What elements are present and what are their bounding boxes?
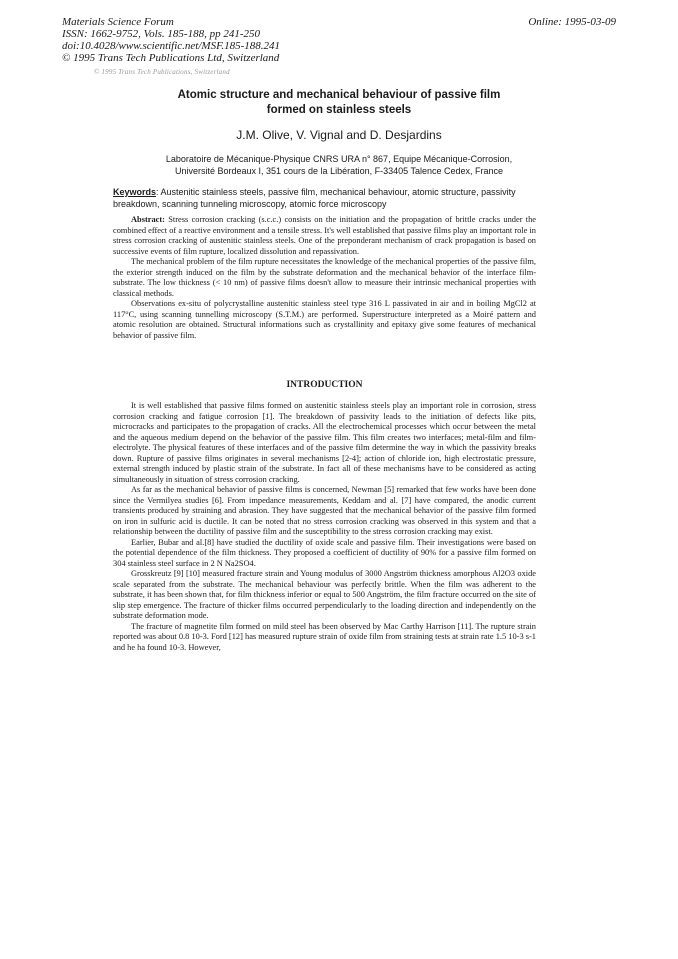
introduction <box>113 401 536 653</box>
issn-line: ISSN: 1662-9752, Vols. 185-188, pp 241-250 <box>62 28 260 40</box>
abstract-paragraph-3: Observations ex-situ of polycrystalline austenitic stainless steel type 316 L passivated in air and in boiling MgCl2 at 117°C, using scanning tunnelling microscopy (S.T.M.) are performed. Superstructure interpreted as a Moiré pattern and atomic resolution are obtained. Structural informations such as crystallinity and epitaxy give some features of mechanical behavior of passive film. <box>113 299 536 340</box>
online-date: Online: 1995-03-09 <box>528 16 616 28</box>
abstract-paragraph-1: Abstract: Stress corrosion cracking (s.c.c.) consists on the initiation and the propagation of brittle cracks under the combined effect of a reactive environment and a tensile stress. It's well established that passive films play an important role in stress corrosion cracking of austenitic stainless steels. One of the preponderant mechanism of crack propagation is based on successive events of film rupture, localized dissolution and repassivation. <box>113 215 537 256</box>
intro-paragraph-3: Earlier, Bubar and al.[8] have studied the ductility of oxide scale and passive film. Their investigations were based on the potential dependence of the film thickness. They proposed a coefficient of ductility of 90% for a passive film formed on 304 stainless steel surface in 2 N Na2SO4. <box>113 537 536 568</box>
doi-line: doi:10.4028/www.scientific.net/MSF.185-188.241 <box>62 40 281 52</box>
title-line-2: formed on stainless steels <box>266 104 412 116</box>
affiliation-line-2: Université Bordeaux I, 351 cours de la Libération, F-33405 Talence Cedex, France <box>174 166 504 176</box>
title-line-1: Atomic structure and mechanical behaviour of passive film <box>177 89 501 101</box>
copyright-line: © 1995 Trans Tech Publications Ltd, Switzerland <box>62 52 280 64</box>
affiliation <box>80 153 598 177</box>
intro-paragraph-5: The fracture of magnetite film formed on mild steel has been observed by Mac Carthy Harrison [11]. The rupture strain reported was about 0.8 10-3. Ford [12] has measured rupture strain of oxide film from straining tests at strain rate 1.5 10-3 s-1 and he ha found 10-3. However, <box>113 621 536 652</box>
authors: J.M. Olive, V. Vignal and D. Desjardins <box>236 128 442 142</box>
intro-paragraph-4: Grosskreutz [9] [10] measured fracture strain and Young modulus of 3000 Angström thickness amorphous Al2O3 oxide scale separated from the substrate. The mechanical behaviour was perfectly brittle. When the film was adherent to the substrate, it has been shown that, for film thickness inferior or equal to 500 Angström, the film fracture occurred on the site of slip step emergence. The fracture of thicker films occurred perpendicularly to the loading direction and independently on the substrate deformation mode. <box>113 569 536 620</box>
abstract-paragraph-2: The mechanical problem of the film rupture necessitates the knowledge of the mechanical properties of the passive film, the exterior strength induced on the film by the substrate deformation and the mechanical behavior of the interface film-substrate. The low thickness (< 10 nm) of passive films doesn't allow to measure their intrinsic mechanical properties with classical methods. <box>113 257 536 298</box>
journal-header <box>62 16 616 64</box>
intro-paragraph-1: It is well established that passive films formed on austenitic stainless steels play an important role in corrosion, stress corrosion cracking and fatigue corrosion [1]. The breakdown of passivity leads to the initiation of defects like pits, microcracks and participates to the propagation of cracks. All the electrochemical processes which occur between the metal and the aqueous medium depend on the behavior of the passive film. This film creates two interfaces; metal-film and film-electrolyte. The physical features of these interfaces and of the passive film determine the way in which the passivity breaks down. Rupture of passive films originates in several mechanisms [2-4]; action of chloride ion, high electrostatic pressure, external strength induced by plastic strain of the substrate. In fact all of these mechanisms have to be considered as acting simultaneously in situation of stress corrosion cracking. <box>113 401 536 484</box>
abstract <box>113 215 536 341</box>
intro-paragraph-2: As far as the mechanical behavior of passive films is concerned, Newman [5] remarked that few works have been done since the Vermilyea studies [6]. From impedance measurements, Keddam and al. [7] have compared, the anodic current transients produced by straining and abrasion. They have suggested that the mechanical behavior of the passive film formed on iron in sulfuric acid is ductile. It can be noted that no stress corrosion cracking was observed in this system and that a relationship between the ductility of passive film and the susceptibility to the stress corrosion cracking may exist. <box>113 485 536 536</box>
affiliation-line-1: Laboratoire de Mécanique-Physique CNRS URA n° 867, Equipe Mécanique-Corrosion, <box>165 154 513 164</box>
paper-title <box>60 88 618 118</box>
section-heading: INTRODUCTION <box>286 380 363 390</box>
abstract-label: Abstract: <box>131 215 165 224</box>
keywords-label: Keywords <box>113 187 157 197</box>
keywords-text: Austenitic stainless steels, passive film, mechanical behaviour, atomic structure, passivity breakdown, scanning tunneling microscopy, atomic force microscopy <box>113 187 516 209</box>
faint-copyright: © 1995 Trans Tech Publications, Switzerland <box>94 68 230 76</box>
journal-name: Materials Science Forum <box>62 16 174 28</box>
keywords: Keywords: Austenitic stainless steels, passive film, mechanical behaviour, atomic structure, passivity breakdown, scanning tunneling microscopy, atomic force microscopy <box>113 187 516 209</box>
